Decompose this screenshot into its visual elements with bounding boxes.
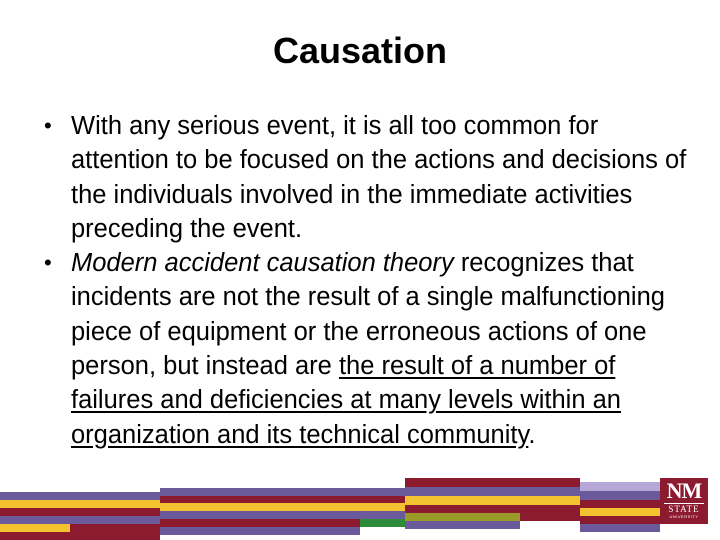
stripe — [405, 521, 520, 529]
stripe — [0, 508, 160, 516]
nm-state-logo — [660, 478, 708, 524]
stripe — [580, 516, 660, 524]
stripe — [580, 508, 660, 516]
stripe — [0, 516, 160, 524]
logo-nm-text: NM — [666, 478, 702, 503]
bullet-item-1 — [44, 109, 694, 246]
stripe — [580, 500, 660, 508]
bullet-item-2 — [44, 246, 694, 452]
logo-state-text: STATE — [664, 503, 704, 514]
stripe — [0, 532, 160, 540]
bullet-1-text: With any serious event, it is all too common for attention to be focused on the actions and decisions of the individuals involved in the immediate activities preceding the event. — [71, 112, 687, 243]
bullet-2-underlined-text: the result of a number of failures and deficiencies at many levels within an organization and its technical community — [71, 352, 621, 449]
stripe — [405, 513, 520, 521]
stripe — [405, 478, 580, 487]
stripe — [580, 491, 660, 500]
stripe — [580, 482, 660, 491]
stripe — [160, 519, 360, 527]
stripe — [0, 500, 160, 508]
stripe — [520, 513, 580, 521]
stripe — [160, 488, 405, 496]
bullet-2-period: . — [528, 420, 536, 449]
bullet-2-italic-term: Modern accident causation theory — [71, 249, 454, 278]
stripe — [360, 519, 405, 527]
stripe — [405, 487, 580, 496]
bullet-list — [44, 109, 694, 452]
logo-university-text: UNIVERSITY — [669, 514, 699, 519]
stripe — [405, 496, 580, 505]
bullet-2-text: recognizes that incidents are not the result of a single malfunctioning piece of equipment or the erroneous actions of one person, but instead are — [71, 249, 665, 381]
decorative-footer-stripes — [0, 478, 720, 540]
stripe — [405, 505, 580, 513]
stripe — [160, 496, 405, 503]
stripe — [580, 524, 660, 532]
stripe — [160, 511, 405, 519]
slide-title: Causation — [272, 30, 448, 71]
stripe — [0, 524, 70, 532]
stripe — [0, 492, 160, 500]
stripe — [70, 524, 160, 532]
stripe — [160, 527, 360, 535]
stripe — [160, 503, 405, 511]
